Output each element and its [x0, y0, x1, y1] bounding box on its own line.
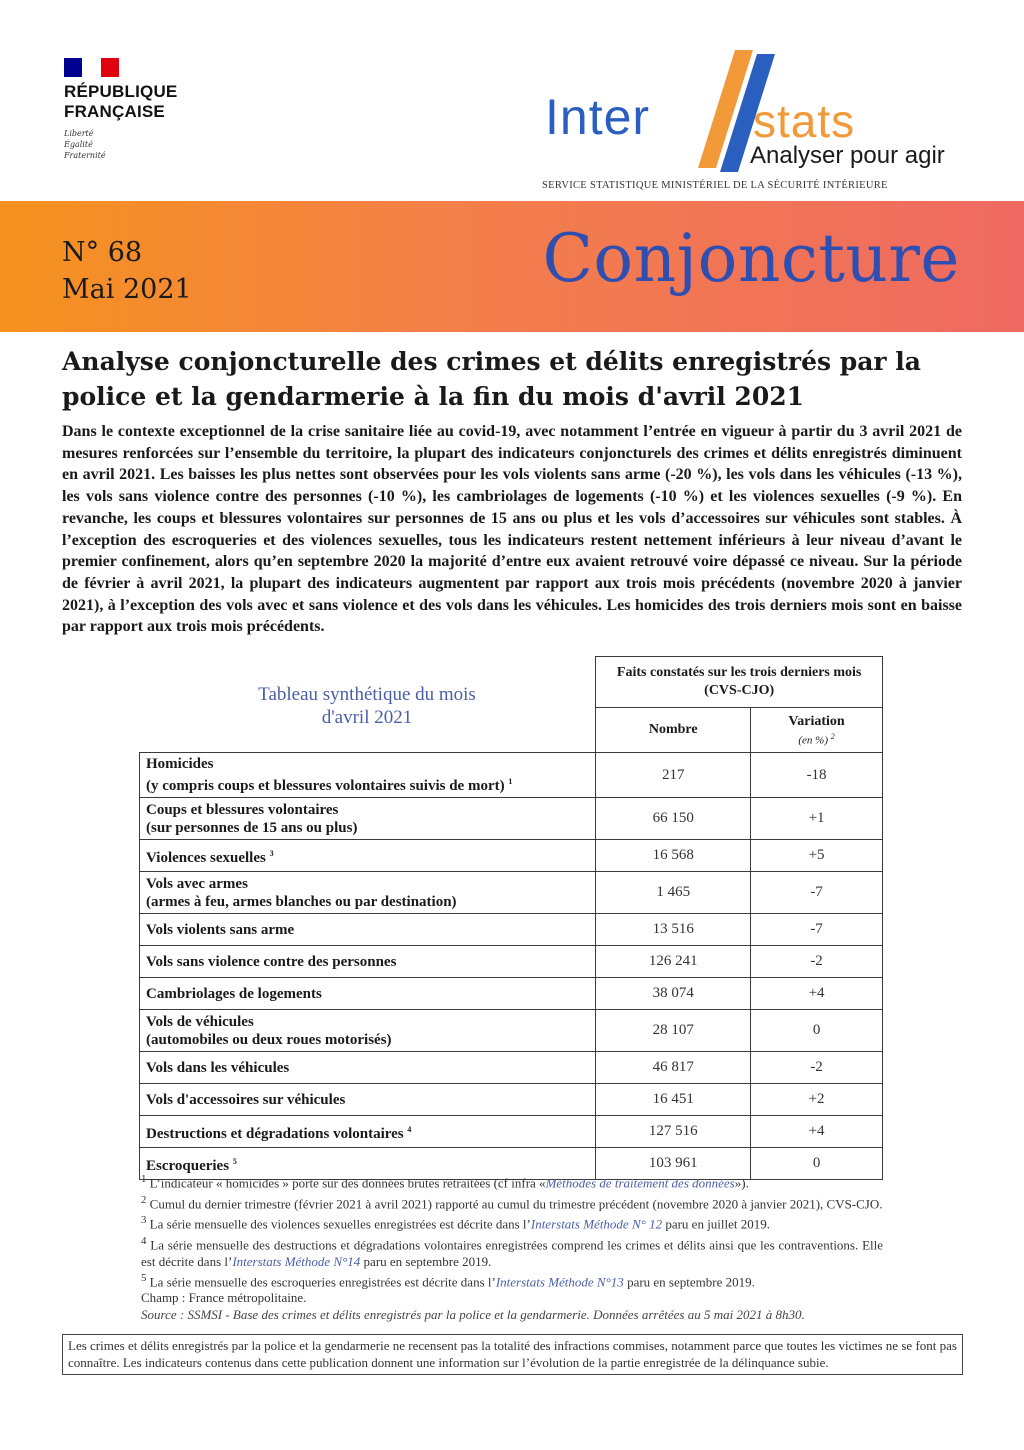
row-label: Vols avec armes: [146, 875, 248, 892]
footnote-4-end: paru en septembre 2019.: [360, 1253, 492, 1269]
row-nombre: 28 107: [596, 1010, 751, 1052]
row-label: Violences sexuelles: [146, 849, 266, 866]
row-label-cell: [140, 1010, 596, 1052]
row-sublabel-text: (armes à feu, armes blanches ou par destination): [146, 893, 457, 910]
column-header-nombre: Nombre: [596, 708, 751, 753]
table-row: [140, 798, 883, 840]
row-nombre: 1 465: [596, 872, 751, 914]
table-corner: [140, 657, 596, 708]
footnote-3: [141, 1212, 883, 1233]
row-label-cell: [140, 914, 596, 946]
row-label-cell: [140, 753, 596, 798]
row-nombre: 16 568: [596, 840, 751, 872]
footnote-1-mark: 1: [141, 1173, 147, 1185]
footnote-4-link[interactable]: Interstats Méthode N°14: [232, 1253, 361, 1269]
row-note-mark: 1: [508, 777, 513, 786]
rf-line-1: RÉPUBLIQUE: [64, 82, 178, 101]
devise-egalite: Égalité: [64, 140, 93, 149]
table-row: [140, 872, 883, 914]
table-group-header: Faits constatés sur les trois derniers mois (CVS-CJO): [596, 657, 883, 708]
table-row: [140, 840, 883, 872]
row-label-cell: [140, 872, 596, 914]
row-label: Vols dans les véhicules: [146, 1059, 290, 1076]
disclaimer-box: Les crimes et délits enregistrés par la police et la gendarmerie ne recensent pas la totalité des infractions commises, notamment parce que toutes les victimes ne se font pas connaître. Les indicateurs contenus dans cette publication donnent une information sur l’évolution de la partie enregistrée de la délinquance subie.: [62, 1334, 963, 1375]
table-body: [140, 753, 883, 1180]
footnote-4-mark: 4: [141, 1234, 147, 1247]
row-label-cell: [140, 1084, 596, 1116]
row-variation: +1: [751, 798, 883, 840]
row-sublabel: [146, 1031, 589, 1049]
table-row: [140, 1010, 883, 1052]
row-variation: +4: [751, 978, 883, 1010]
row-sublabel-text: (sur personnes de 15 ans ou plus): [146, 819, 358, 836]
rf-line-2: FRANÇAISE: [64, 102, 165, 121]
row-variation: 0: [751, 1010, 883, 1052]
row-nombre: 103 961: [596, 1148, 751, 1180]
interstats-logo: [545, 50, 965, 180]
table-row: [140, 1084, 883, 1116]
footnote-5-link[interactable]: Interstats Méthode N°13: [495, 1274, 624, 1290]
footnote-3-text: La série mensuelle des violences sexuelles enregistrées est décrite dans l’: [149, 1216, 531, 1232]
row-variation: -2: [751, 1052, 883, 1084]
logo-tagline: Analyser pour agir: [750, 142, 945, 169]
row-label: Escroqueries: [146, 1157, 230, 1174]
row-label-cell: [140, 798, 596, 840]
table-row: [140, 978, 883, 1010]
footnote-5-mark: 5: [141, 1271, 147, 1284]
row-label-cell: [140, 978, 596, 1010]
row-label-cell: [140, 1116, 596, 1148]
footnote-2: [141, 1192, 883, 1213]
row-label-cell: [140, 840, 596, 872]
variation-label: Variation: [788, 714, 845, 730]
footnote-1-link[interactable]: Méthodes de traitement des données: [545, 1175, 735, 1191]
row-label: Destructions et dégradations volontaires: [146, 1125, 404, 1142]
devise-fraternite: Fraternité: [64, 151, 106, 160]
footnote-3-end: paru en juillet 2019.: [662, 1216, 771, 1232]
row-sublabel-text: (y compris coups et blessures volontaires suivis de mort): [146, 778, 505, 794]
row-nombre: 46 817: [596, 1052, 751, 1084]
footnote-champ: Champ : France métropolitaine.: [141, 1290, 307, 1306]
marianne-flag-icon: [64, 58, 119, 77]
footnote-1-text: L’indicateur « homicides » porte sur des données brutes retraitées (cf infra «: [149, 1175, 546, 1191]
table-row: [140, 753, 883, 798]
row-variation: -2: [751, 946, 883, 978]
table-row: [140, 914, 883, 946]
footnote-5-text: La série mensuelle des escroqueries enregistrées est décrite dans l’: [149, 1274, 496, 1290]
footnote-4-text: La série mensuelle des destructions et dégradations volontaires enregistrées comprend les crimes et délits ainsi que les contraventions. Elle est décrite dans l’: [141, 1237, 883, 1269]
row-label: Cambriolages de logements: [146, 985, 322, 1002]
series-title: Conjoncture: [542, 220, 960, 297]
row-label: Vols de véhicules: [146, 1013, 254, 1030]
footnote-3-mark: 3: [141, 1214, 147, 1227]
issue-date: Mai 2021: [62, 274, 192, 305]
row-label-cell: [140, 1052, 596, 1084]
footnote-5-end: paru en septembre 2019.: [623, 1274, 755, 1290]
row-label: Homicides: [146, 756, 214, 772]
row-label: Vols sans violence contre des personnes: [146, 953, 397, 970]
republique-devise: [64, 128, 106, 161]
footnote-1: [141, 1171, 883, 1192]
footnote-2-text: Cumul du dernier trimestre (février 2021 à avril 2021) rapporté au cumul du trimestre précédent (novembre 2020 à janvier 2021), CVS-CJO.: [149, 1195, 883, 1211]
row-sublabel: [146, 819, 589, 837]
article-lead: Dans le contexte exceptionnel de la crise sanitaire liée au covid-19, avec notamment l’entrée en vigueur à partir du 3 avril 2021 de mesures renforcées sur l’ensemble du territoire, la plupart des indicateurs conjoncturels des crimes et délits enregistrés diminuent en avril 2021. Les baisses les plus nettes sont observées pour les vols violents sans arme (-20 %), les vols dans les véhicules (-13 %), les vols sans violence contre des personnes (-10 %), les cambriolages de logements (-10 %) et les violences sexuelles (-9 %). En revanche, les coups et blessures volontaires sur personnes de 15 ans ou plus et les vols d’accessoires sur véhicules sont stables. À l’exception des escroqueries et des violences sexuelles, tous les indicateurs restent nettement inférieurs à leur niveau d’avant le premier confinement, alors qu’en septembre 2020 la majorité d’entre eux avaient retrouvé voire dépassé ce niveau. Sur la période de février à avril 2021, la plupart des indicateurs augmentent par rapport aux trois mois précédents (novembre 2020 à janvier 2021), à l’exception des vols avec et sans violence et des vols dans les véhicules. Les homicides des trois derniers mois sont en baisse par rapport aux trois mois précédents.: [62, 423, 962, 636]
row-nombre: 66 150: [596, 798, 751, 840]
column-header-variation: [751, 708, 883, 753]
row-variation: +4: [751, 1116, 883, 1148]
republique-francaise-name: [64, 82, 177, 122]
row-nombre: 13 516: [596, 914, 751, 946]
table-row: [140, 946, 883, 978]
summary-table: [139, 656, 883, 1180]
row-label: Vols violents sans arme: [146, 921, 295, 938]
footnote-5: [141, 1270, 883, 1291]
footnote-1-end: »).: [734, 1175, 749, 1191]
row-variation: -7: [751, 872, 883, 914]
table-row: [140, 1052, 883, 1084]
devise-liberte: Liberté: [64, 129, 94, 138]
row-sublabel: [146, 893, 589, 911]
footnote-3-link[interactable]: Interstats Méthode N° 12: [530, 1216, 663, 1232]
table-row: [140, 1116, 883, 1148]
variation-unit: [751, 731, 882, 747]
variation-unit-text: (en %): [798, 734, 828, 747]
variation-note-mark: 2: [830, 732, 835, 742]
row-nombre: 217: [596, 753, 751, 798]
service-name: SERVICE STATISTIQUE MINISTÉRIEL DE LA SÉCURITÉ INTÉRIEURE: [542, 180, 888, 191]
row-variation: +5: [751, 840, 883, 872]
row-note-mark: 3: [269, 848, 274, 858]
row-label-cell: [140, 946, 596, 978]
footnote-2-mark: 2: [141, 1193, 147, 1206]
footnotes: [141, 1171, 883, 1323]
row-variation: +2: [751, 1084, 883, 1116]
row-nombre: 16 451: [596, 1084, 751, 1116]
logo-stats-text: stats: [753, 95, 856, 147]
table-corner-2: [140, 708, 596, 753]
row-sublabel: [146, 773, 589, 795]
row-note-mark: 4: [407, 1124, 412, 1134]
row-note-mark: 5: [232, 1156, 237, 1166]
issue-number: N° 68: [62, 237, 143, 268]
row-variation: 0: [751, 1148, 883, 1180]
row-nombre: 127 516: [596, 1116, 751, 1148]
row-variation: -7: [751, 914, 883, 946]
issue-info: [62, 234, 192, 308]
row-label: Vols d'accessoires sur véhicules: [146, 1091, 346, 1108]
footnote-4: [141, 1233, 883, 1270]
article-title: Analyse conjoncturelle des crimes et délits enregistrés par la police et la gendarmerie à la fin du mois d'avril 2021: [62, 347, 921, 411]
table-caption-line-1: Tableau synthétique du mois: [258, 684, 476, 705]
row-label: Coups et blessures volontaires: [146, 801, 339, 818]
row-nombre: 126 241: [596, 946, 751, 978]
row-nombre: 38 074: [596, 978, 751, 1010]
row-variation: -18: [751, 753, 883, 798]
logo-inter-text: Inter: [545, 89, 651, 145]
footnote-source: Source : SSMSI - Base des crimes et délits enregistrés par la police et la gendarmerie. Données arrêtées au 5 mai 2021 à 8h30.: [141, 1306, 805, 1322]
table-caption-line-2: d'avril 2021: [321, 707, 413, 728]
row-sublabel-text: (automobiles ou deux roues motorisés): [146, 1031, 392, 1048]
